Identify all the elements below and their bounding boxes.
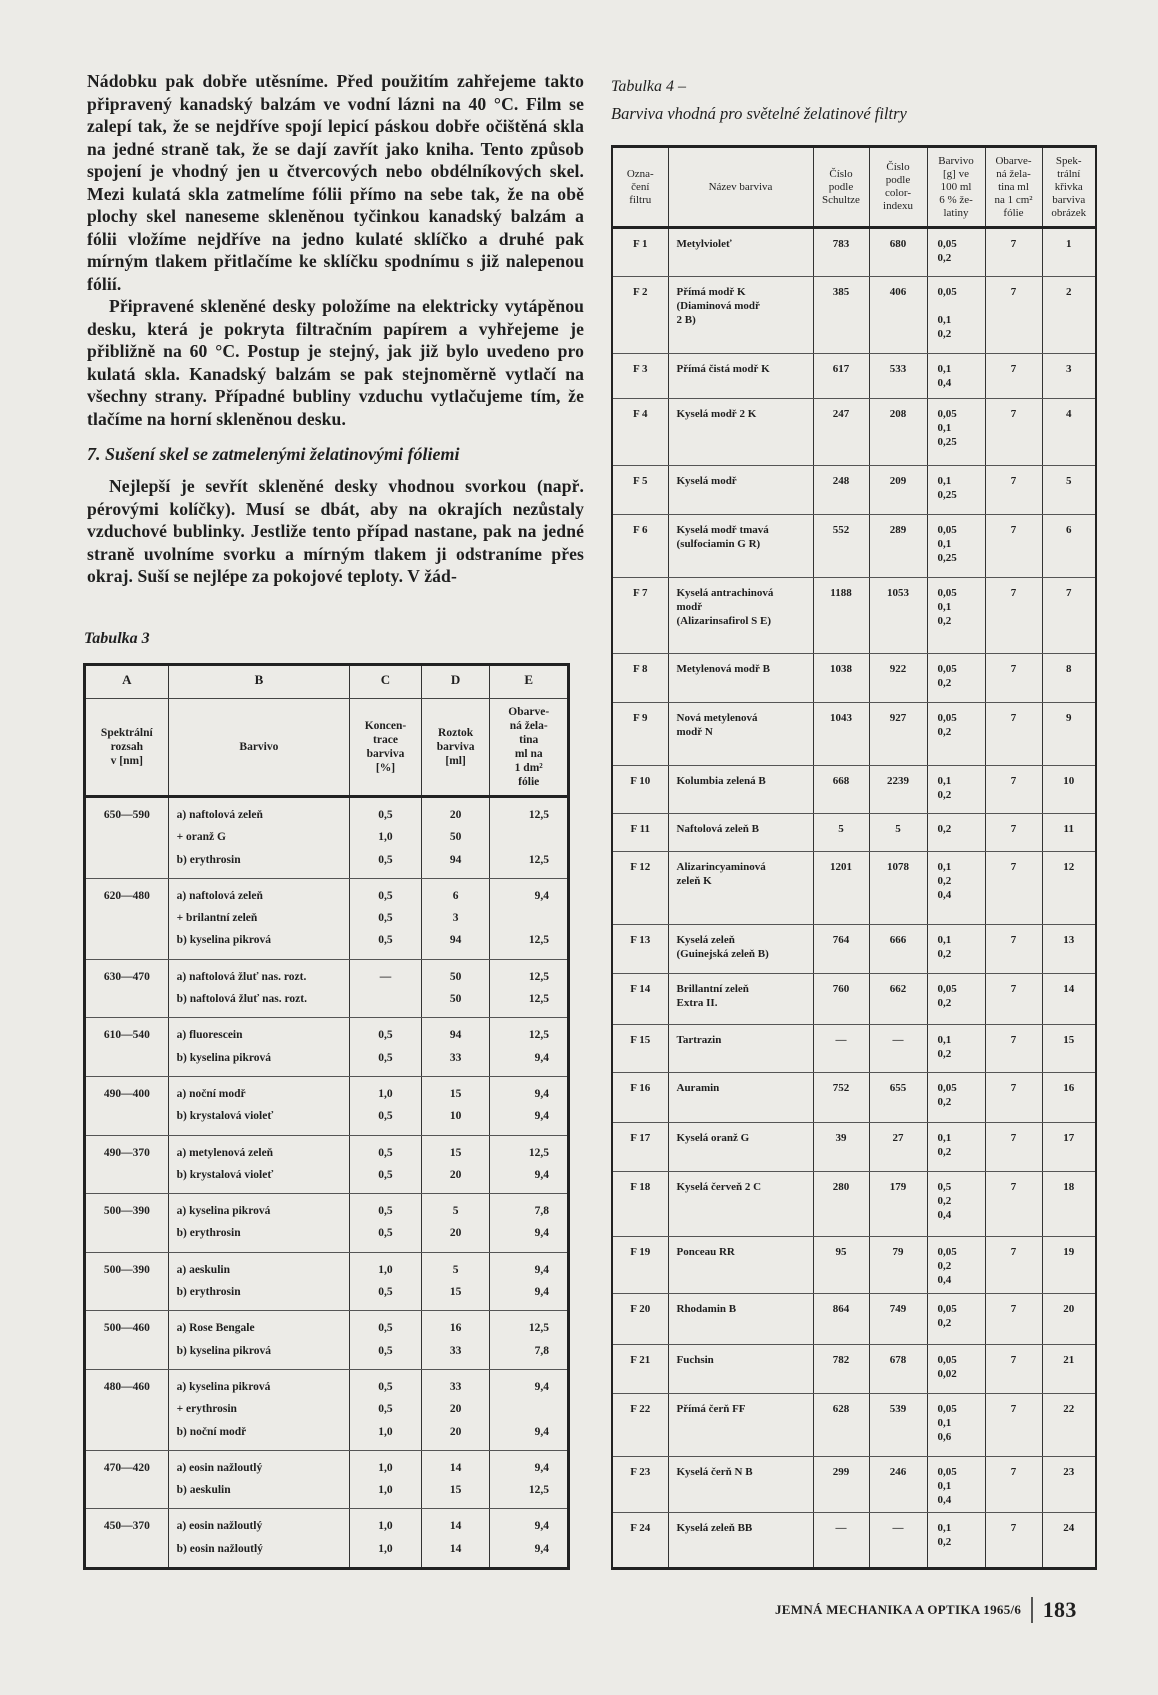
table-row — [85, 797, 569, 879]
cell-schultze: — — [813, 1025, 869, 1073]
cell-fig: 12 — [1042, 852, 1096, 925]
cell-schultze: 247 — [813, 399, 869, 466]
cell-schultze: 299 — [813, 1457, 869, 1513]
cell-fig: 9 — [1042, 703, 1096, 766]
cell-conc: 0,5 0,5 — [350, 1135, 422, 1194]
table-row — [85, 1509, 569, 1569]
cell-conc: 0,5 0,2 0,4 — [927, 1172, 985, 1237]
cell-range: 650—590 — [85, 797, 169, 879]
cell-conc: 0,05 0,1 0,2 — [927, 578, 985, 654]
cell-conc: 0,05 0,2 0,4 — [927, 1237, 985, 1294]
cell-schultze: 760 — [813, 974, 869, 1025]
cell-schultze: 5 — [813, 814, 869, 852]
cell-fig: 17 — [1042, 1123, 1096, 1172]
cell-conc: 0,5 0,5 — [350, 1018, 422, 1077]
cell-name: Ponceau RR — [668, 1237, 813, 1294]
cell-gel: 7 — [985, 1237, 1042, 1294]
cell-id: F 11 — [612, 814, 668, 852]
cell-ci: 662 — [869, 974, 927, 1025]
cell-ci: 5 — [869, 814, 927, 852]
cell-gel: 7 — [985, 466, 1042, 515]
cell-name: Kyselá červeň 2 C — [668, 1172, 813, 1237]
cell-ci: 680 — [869, 228, 927, 277]
cell-sol: 20 50 94 — [421, 797, 490, 879]
cell-schultze: 783 — [813, 228, 869, 277]
body-paragraph: Nejlepší je sevřít skleněné desky vhodnou svorkou (např. pérovými kolíčky). Musí se dbát, aby na okrajích nezůstaly vzduchové bublinky. Jestliže tento případ nastane, pak na jedné straně uvolníme svorku a mírným tlakem ji odstraníme přes okraj. Suší se nejlépe za pokojové teploty. V žád- — [87, 476, 584, 586]
cell-name: Metylenová modř B — [668, 654, 813, 703]
cell-gel: 7 — [985, 814, 1042, 852]
table-row — [612, 1025, 1096, 1073]
cell-gel: 12,5 12,5 — [490, 797, 569, 879]
table-row — [85, 1018, 569, 1077]
cell-id: F 12 — [612, 852, 668, 925]
cell-schultze: 1201 — [813, 852, 869, 925]
cell-fig: 16 — [1042, 1073, 1096, 1123]
cell-name: Kolumbia zelená B — [668, 766, 813, 814]
table-row — [612, 228, 1096, 277]
cell-conc: 1,0 1,0 — [350, 1450, 422, 1509]
cell-dye: a) aeskulin b) erythrosin — [168, 1252, 350, 1311]
cell-conc: 0,05 0,1 0,4 — [927, 1457, 985, 1513]
page-number: 183 — [1042, 1597, 1077, 1622]
cell-ci: 208 — [869, 399, 927, 466]
cell-id: F 19 — [612, 1237, 668, 1294]
cell-id: F 4 — [612, 399, 668, 466]
cell-conc: 0,1 0,2 — [927, 1123, 985, 1172]
cell-id: F 5 — [612, 466, 668, 515]
cell-schultze: 764 — [813, 925, 869, 974]
cell-ci: 79 — [869, 1237, 927, 1294]
cell-name: Kyselá zeleň BB — [668, 1513, 813, 1569]
table-row — [85, 959, 569, 1018]
cell-gel: 7 — [985, 703, 1042, 766]
cell-fig: 18 — [1042, 1172, 1096, 1237]
table-row — [612, 852, 1096, 925]
cell-gel: 7 — [985, 515, 1042, 578]
cell-gel: 7 — [985, 925, 1042, 974]
cell-conc: 0,5 0,5 — [350, 1311, 422, 1370]
cell-conc: 0,05 0,2 — [927, 1294, 985, 1345]
cell-ci: 927 — [869, 703, 927, 766]
cell-id: F 22 — [612, 1394, 668, 1457]
cell-ci: 1053 — [869, 578, 927, 654]
cell-dye: a) metylenová zeleň b) krystalová violeť — [168, 1135, 350, 1194]
cell-sol: 16 33 — [421, 1311, 490, 1370]
cell-gel: 7 — [985, 1172, 1042, 1237]
cell-conc: 0,05 0,2 — [927, 1073, 985, 1123]
cell-name: Rhodamin B — [668, 1294, 813, 1345]
cell-gel: 7 — [985, 1513, 1042, 1569]
column-header: Spek- trální křivka barviva obrázek — [1042, 147, 1096, 228]
table-row — [612, 515, 1096, 578]
cell-gel: 7 — [985, 852, 1042, 925]
cell-id: F 8 — [612, 654, 668, 703]
cell-ci: 246 — [869, 1457, 927, 1513]
cell-fig: 8 — [1042, 654, 1096, 703]
cell-conc: 0,05 0,02 — [927, 1345, 985, 1394]
cell-id: F 7 — [612, 578, 668, 654]
cell-name: Přímá modř K (Diaminová modř 2 B) — [668, 277, 813, 354]
cell-sol: 33 20 20 — [421, 1369, 490, 1450]
cell-conc: 1,0 0,5 — [350, 1076, 422, 1135]
column-header: Obarve- ná žela- tina ml na 1 dm² fólie — [490, 699, 569, 797]
cell-range: 610—540 — [85, 1018, 169, 1077]
cell-gel: 7 — [985, 1394, 1042, 1457]
cell-range: 470—420 — [85, 1450, 169, 1509]
cell-id: F 17 — [612, 1123, 668, 1172]
cell-conc: 1,0 0,5 — [350, 1252, 422, 1311]
cell-sol: 14 14 — [421, 1509, 490, 1569]
cell-range: 630—470 — [85, 959, 169, 1018]
cell-gel: 7 — [985, 766, 1042, 814]
table-row — [85, 1135, 569, 1194]
table-row — [612, 1237, 1096, 1294]
cell-ci: 655 — [869, 1073, 927, 1123]
table3 — [83, 663, 570, 1570]
cell-gel: 9,4 12,5 — [490, 1450, 569, 1509]
cell-conc: 0,1 0,2 — [927, 766, 985, 814]
column-letter: B — [168, 665, 350, 699]
cell-schultze: 668 — [813, 766, 869, 814]
table-row — [612, 1345, 1096, 1394]
cell-fig: 7 — [1042, 578, 1096, 654]
cell-range: 500—390 — [85, 1252, 169, 1311]
table-row — [612, 1073, 1096, 1123]
cell-conc: 0,5 0,5 — [350, 1194, 422, 1253]
cell-name: Nová metylenová modř N — [668, 703, 813, 766]
cell-ci: 678 — [869, 1345, 927, 1394]
cell-ci: 922 — [869, 654, 927, 703]
cell-id: F 23 — [612, 1457, 668, 1513]
table-row — [612, 703, 1096, 766]
cell-schultze: 782 — [813, 1345, 869, 1394]
cell-dye: a) Rose Bengale b) kyselina pikrová — [168, 1311, 350, 1370]
cell-sol: 15 10 — [421, 1076, 490, 1135]
cell-gel: 7 — [985, 1294, 1042, 1345]
cell-dye: a) noční modř b) krystalová violeť — [168, 1076, 350, 1135]
table-row — [85, 1311, 569, 1370]
cell-gel: 9,4 9,4 — [490, 1076, 569, 1135]
cell-gel: 7 — [985, 974, 1042, 1025]
cell-conc: 0,05 0,2 — [927, 974, 985, 1025]
table-row — [612, 578, 1096, 654]
cell-ci: — — [869, 1025, 927, 1073]
column-letter: A — [85, 665, 169, 699]
cell-id: F 9 — [612, 703, 668, 766]
table-row — [612, 974, 1096, 1025]
cell-id: F 2 — [612, 277, 668, 354]
cell-dye: a) eosin nažloutlý b) aeskulin — [168, 1450, 350, 1509]
cell-conc: 0,5 1,0 0,5 — [350, 797, 422, 879]
table4-title: Barviva vhodná pro světelné želatinové filtry — [611, 104, 907, 123]
cell-fig: 23 — [1042, 1457, 1096, 1513]
cell-name: Přímá čerň FF — [668, 1394, 813, 1457]
cell-schultze: 39 — [813, 1123, 869, 1172]
cell-gel: 9,4 9,4 — [490, 1509, 569, 1569]
cell-gel: 7 — [985, 578, 1042, 654]
left-column — [87, 70, 584, 588]
cell-dye: a) naftolová zeleň + brilantní zeleň b) kyselina pikrová — [168, 878, 350, 959]
column-letter: C — [350, 665, 422, 699]
cell-id: F 6 — [612, 515, 668, 578]
table-row — [612, 466, 1096, 515]
column-letter: D — [421, 665, 490, 699]
cell-range: 450—370 — [85, 1509, 169, 1569]
cell-gel: 9,4 9,4 — [490, 1369, 569, 1450]
cell-name: Kyselá čerň N B — [668, 1457, 813, 1513]
body-paragraph: Připravené skleněné desky položíme na elektricky vytápěnou desku, která je pokryta filtračním papírem a vyhřejeme je přibližně na 60 °C. Postup je stejný, jak již bylo uvedeno pro kulatá skla. Kanadský balzám se pak stejnoměrně vytlačí na všechny strany. Případné bubliny vzduchu vytlačujeme tím, že tlačíme na horní skleněnou desku. — [87, 296, 584, 429]
cell-sol: 5 20 — [421, 1194, 490, 1253]
cell-gel: 7 — [985, 1073, 1042, 1123]
cell-name: Kyselá antrachinová modř (Alizarinsafirol S E) — [668, 578, 813, 654]
cell-gel: 12,5 12,5 — [490, 959, 569, 1018]
cell-conc: 0,05 0,1 0,6 — [927, 1394, 985, 1457]
cell-fig: 19 — [1042, 1237, 1096, 1294]
cell-id: F 20 — [612, 1294, 668, 1345]
table-row — [612, 1123, 1096, 1172]
cell-conc: 1,0 1,0 — [350, 1509, 422, 1569]
column-header: Koncen- trace barviva [%] — [350, 699, 422, 797]
cell-sol: 5 15 — [421, 1252, 490, 1311]
table4-label: Tabulka 4 – — [611, 78, 686, 95]
cell-name: Brillantní zeleň Extra II. — [668, 974, 813, 1025]
cell-schultze: 628 — [813, 1394, 869, 1457]
table-row — [612, 1457, 1096, 1513]
cell-ci: 27 — [869, 1123, 927, 1172]
table-row — [612, 277, 1096, 354]
column-header: Číslo podle Schultze — [813, 147, 869, 228]
table-row — [85, 1194, 569, 1253]
cell-conc: 0,1 0,2 — [927, 1513, 985, 1569]
cell-gel: 7 — [985, 1025, 1042, 1073]
table-row — [612, 1172, 1096, 1237]
table-row — [85, 1450, 569, 1509]
cell-name: Tartrazin — [668, 1025, 813, 1073]
cell-range: 480—460 — [85, 1369, 169, 1450]
cell-fig: 24 — [1042, 1513, 1096, 1569]
column-header: Barvivo — [168, 699, 350, 797]
cell-sol: 6 3 94 — [421, 878, 490, 959]
cell-conc: 0,2 — [927, 814, 985, 852]
cell-gel: 7 — [985, 1123, 1042, 1172]
cell-ci: 666 — [869, 925, 927, 974]
cell-range: 500—460 — [85, 1311, 169, 1370]
table-row — [612, 399, 1096, 466]
cell-conc: 0,05 0,1 0,2 — [927, 277, 985, 354]
cell-ci: 406 — [869, 277, 927, 354]
cell-schultze: 864 — [813, 1294, 869, 1345]
table3-label: Tabulka 3 — [84, 630, 150, 647]
column-header: Spektrální rozsah v [nm] — [85, 699, 169, 797]
table-row — [85, 878, 569, 959]
page-footer — [775, 1597, 1077, 1623]
cell-fig: 21 — [1042, 1345, 1096, 1394]
cell-dye: a) naftolová žluť nas. rozt. b) naftolová žluť nas. rozt. — [168, 959, 350, 1018]
cell-conc: 0,1 0,4 — [927, 354, 985, 399]
cell-schultze: 1043 — [813, 703, 869, 766]
cell-id: F 14 — [612, 974, 668, 1025]
table-row — [612, 814, 1096, 852]
cell-schultze: — — [813, 1513, 869, 1569]
cell-id: F 3 — [612, 354, 668, 399]
cell-gel: 7 — [985, 399, 1042, 466]
cell-sol: 50 50 — [421, 959, 490, 1018]
cell-dye: a) eosin nažloutlý b) eosin nažloutlý — [168, 1509, 350, 1569]
section-heading: 7. Sušení skel se zatmelenými želatinovými fóliemi — [87, 444, 460, 464]
footer-divider — [1031, 1597, 1033, 1623]
cell-fig: 5 — [1042, 466, 1096, 515]
cell-name: Kyselá modř tmavá (sulfociamin G R) — [668, 515, 813, 578]
table-row — [612, 654, 1096, 703]
cell-ci: 749 — [869, 1294, 927, 1345]
cell-sol: 94 33 — [421, 1018, 490, 1077]
column-header: Název barviva — [668, 147, 813, 228]
table-row — [612, 1513, 1096, 1569]
cell-name: Přímá čistá modř K — [668, 354, 813, 399]
cell-dye: a) naftolová zeleň + oranž G b) erythrosin — [168, 797, 350, 879]
cell-fig: 15 — [1042, 1025, 1096, 1073]
cell-conc: 0,1 0,2 — [927, 1025, 985, 1073]
column-header: Roztok barviva [ml] — [421, 699, 490, 797]
cell-conc: 0,1 0,2 0,4 — [927, 852, 985, 925]
journal-name: JEMNÁ MECHANIKA A OPTIKA 1965/6 — [775, 1602, 1022, 1617]
table4 — [611, 145, 1097, 1570]
column-letter: E — [490, 665, 569, 699]
cell-gel: 12,5 7,8 — [490, 1311, 569, 1370]
table-row — [612, 925, 1096, 974]
cell-dye: a) kyselina pikrová + erythrosin b) noční modř — [168, 1369, 350, 1450]
cell-fig: 13 — [1042, 925, 1096, 974]
table-row — [85, 1369, 569, 1450]
cell-name: Metylvioleť — [668, 228, 813, 277]
cell-id: F 21 — [612, 1345, 668, 1394]
cell-schultze: 280 — [813, 1172, 869, 1237]
table-row — [85, 1076, 569, 1135]
cell-dye: a) kyselina pikrová b) erythrosin — [168, 1194, 350, 1253]
cell-ci: 533 — [869, 354, 927, 399]
column-header: Číslo podle color- indexu — [869, 147, 927, 228]
cell-ci: 1078 — [869, 852, 927, 925]
cell-gel: 9,4 12,5 — [490, 878, 569, 959]
cell-id: F 16 — [612, 1073, 668, 1123]
cell-ci: — — [869, 1513, 927, 1569]
cell-ci: 209 — [869, 466, 927, 515]
cell-name: Kyselá oranž G — [668, 1123, 813, 1172]
cell-fig: 6 — [1042, 515, 1096, 578]
cell-conc: — — [350, 959, 422, 1018]
cell-schultze: 95 — [813, 1237, 869, 1294]
column-header: Barvivo [g] ve 100 ml 6 % že- latiny — [927, 147, 985, 228]
cell-gel: 7 — [985, 354, 1042, 399]
body-paragraph: Nádobku pak dobře utěsníme. Před použitím zahřejeme takto připravený kanadský balzám ve vodní lázni na 40 °C. Film se zalepí tak, že se nejdříve spojí lepicí páskou dobře očištěná skla na jedné straně tak, že se dají zavřít jako kniha. Tento způsob spojení je vhodný jen u čtvercových nebo obdélníkových skel. Mezi kulatá skla zatmelíme fólii přímo na sebe tak, že na obě plochy skel naneseme skleněnou tyčinkou kanadský balzám a fólii vložíme nejdříve na jedno kulaté sklíčko a druhé pak mírným tlakem přitlačíme ke sklíčku spodnímu s již nalepenou fólií. — [87, 71, 584, 294]
cell-schultze: 1188 — [813, 578, 869, 654]
cell-name: Alizarincyaminová zeleň K — [668, 852, 813, 925]
cell-gel: 12,5 9,4 — [490, 1135, 569, 1194]
table-row — [612, 1294, 1096, 1345]
cell-fig: 11 — [1042, 814, 1096, 852]
cell-ci: 539 — [869, 1394, 927, 1457]
cell-id: F 15 — [612, 1025, 668, 1073]
cell-gel: 7 — [985, 1457, 1042, 1513]
cell-conc: 0,5 0,5 0,5 — [350, 878, 422, 959]
cell-range: 490—400 — [85, 1076, 169, 1135]
cell-fig: 22 — [1042, 1394, 1096, 1457]
cell-id: F 18 — [612, 1172, 668, 1237]
table-row — [612, 766, 1096, 814]
cell-gel: 7 — [985, 277, 1042, 354]
cell-ci: 2239 — [869, 766, 927, 814]
cell-fig: 4 — [1042, 399, 1096, 466]
cell-range: 620—480 — [85, 878, 169, 959]
cell-id: F 24 — [612, 1513, 668, 1569]
cell-conc: 0,05 0,2 — [927, 654, 985, 703]
cell-conc: 0,5 0,5 1,0 — [350, 1369, 422, 1450]
cell-gel: 9,4 9,4 — [490, 1252, 569, 1311]
cell-schultze: 617 — [813, 354, 869, 399]
cell-gel: 7 — [985, 1345, 1042, 1394]
cell-name: Naftolová zeleň B — [668, 814, 813, 852]
cell-name: Kyselá modř 2 K — [668, 399, 813, 466]
cell-fig: 14 — [1042, 974, 1096, 1025]
cell-id: F 10 — [612, 766, 668, 814]
cell-schultze: 1038 — [813, 654, 869, 703]
cell-gel: 7 — [985, 228, 1042, 277]
cell-ci: 179 — [869, 1172, 927, 1237]
table-row — [85, 1252, 569, 1311]
cell-range: 490—370 — [85, 1135, 169, 1194]
cell-fig: 2 — [1042, 277, 1096, 354]
cell-gel: 7 — [985, 654, 1042, 703]
cell-schultze: 752 — [813, 1073, 869, 1123]
cell-name: Fuchsin — [668, 1345, 813, 1394]
cell-gel: 12,5 9,4 — [490, 1018, 569, 1077]
cell-conc: 0,1 0,25 — [927, 466, 985, 515]
cell-fig: 1 — [1042, 228, 1096, 277]
cell-conc: 0,05 0,1 0,25 — [927, 399, 985, 466]
cell-fig: 3 — [1042, 354, 1096, 399]
cell-name: Kyselá modř — [668, 466, 813, 515]
cell-ci: 289 — [869, 515, 927, 578]
cell-conc: 0,05 0,1 0,25 — [927, 515, 985, 578]
cell-gel: 7,8 9,4 — [490, 1194, 569, 1253]
table-row — [612, 1394, 1096, 1457]
table-row — [612, 354, 1096, 399]
cell-schultze: 385 — [813, 277, 869, 354]
cell-name: Auramin — [668, 1073, 813, 1123]
cell-schultze: 248 — [813, 466, 869, 515]
column-header: Obarve- ná žela- tina ml na 1 cm² fólie — [985, 147, 1042, 228]
cell-sol: 15 20 — [421, 1135, 490, 1194]
cell-name: Kyselá zeleň (Guinejská zeleň B) — [668, 925, 813, 974]
cell-sol: 14 15 — [421, 1450, 490, 1509]
cell-conc: 0,05 0,2 — [927, 228, 985, 277]
column-header: Ozna- čení filtru — [612, 147, 668, 228]
cell-id: F 13 — [612, 925, 668, 974]
cell-fig: 10 — [1042, 766, 1096, 814]
cell-range: 500—390 — [85, 1194, 169, 1253]
cell-id: F 1 — [612, 228, 668, 277]
cell-schultze: 552 — [813, 515, 869, 578]
cell-conc: 0,05 0,2 — [927, 703, 985, 766]
cell-dye: a) fluorescein b) kyselina pikrová — [168, 1018, 350, 1077]
cell-fig: 20 — [1042, 1294, 1096, 1345]
cell-conc: 0,1 0,2 — [927, 925, 985, 974]
